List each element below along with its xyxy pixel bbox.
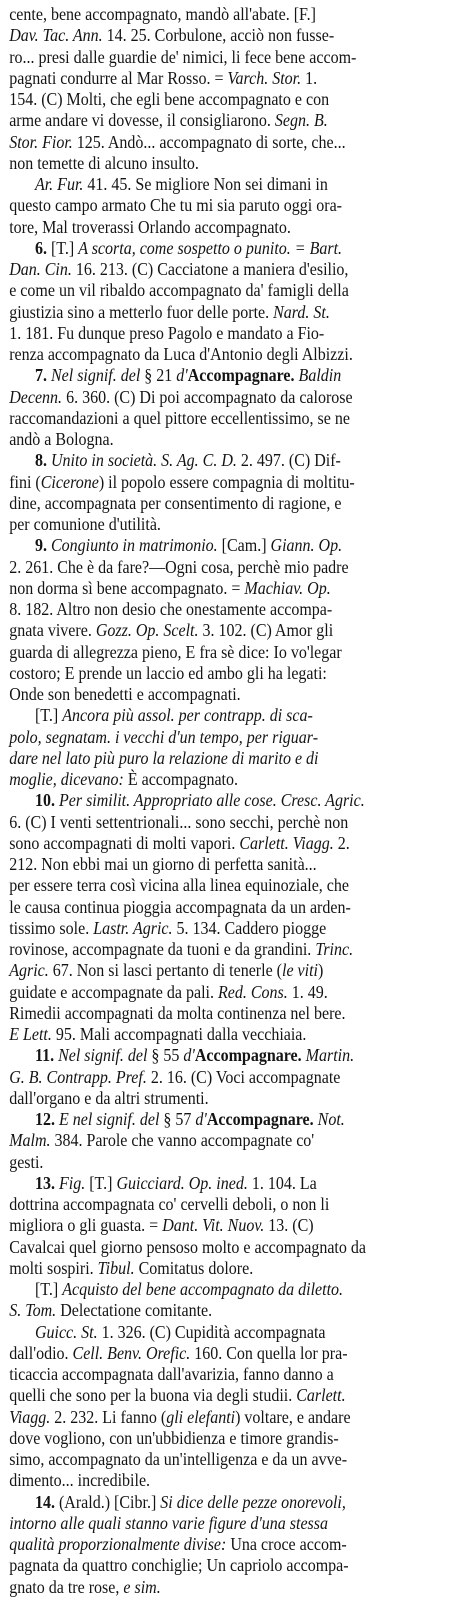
text-line: [9, 663, 463, 684]
italic-text: Unito in società. S. Ag. C. D.: [50, 450, 237, 471]
text-line: [9, 387, 463, 408]
text-segment: 212. Non ebbi mai un giorno di perfetta sanità...: [9, 854, 317, 874]
text-line: [9, 1407, 463, 1428]
text-line: [9, 1322, 463, 1343]
italic-text: Guicciard. Op. ined.: [116, 1172, 248, 1193]
italic-text: Decenn.: [9, 386, 63, 407]
text-line: [9, 89, 463, 110]
text-line: [9, 790, 463, 811]
text-line: [9, 259, 463, 280]
entry-number: 7.: [34, 365, 47, 386]
text-segment: gesti.: [9, 1151, 44, 1172]
text-segment: 5. 134. Caddero piogge: [172, 917, 327, 938]
text-line: [9, 110, 463, 131]
text-segment: tissimo sole.: [9, 917, 94, 938]
text-line: [9, 960, 463, 981]
text-line: [9, 1428, 463, 1449]
text-line: [9, 620, 463, 641]
text-line: [9, 4, 463, 25]
text-line: [9, 748, 463, 769]
text-line: [9, 1109, 463, 1130]
text-line: [9, 854, 463, 875]
text-segment: 125. Andò... accompagnato di sorte, che...: [72, 131, 346, 152]
italic-text: Not.: [317, 1109, 345, 1129]
text-line: [9, 1045, 463, 1066]
text-segment: Comitatus dolore.: [134, 1257, 254, 1278]
italic-text: Giann. Op.: [270, 535, 343, 556]
italic-text: Nel signif. del: [58, 1045, 148, 1066]
text-line: [9, 557, 463, 578]
text-segment: È accompagnato.: [123, 769, 239, 789]
text-line: [9, 1215, 463, 1236]
entry-number: 6.: [34, 237, 47, 258]
text-line: [9, 1258, 463, 1279]
text-line: [9, 1088, 463, 1109]
italic-text: Congiunto in matrimonio.: [50, 535, 218, 556]
italic-text: Fig.: [58, 1172, 86, 1193]
text-segment: Onde son benedetti e accompagnati.: [9, 684, 241, 704]
italic-text: Acquisto del bene accompagnato da diletto.: [62, 1279, 344, 1299]
text-segment: 67. Non si lasci pertanto di tenerle (: [48, 960, 283, 981]
text-segment: [Cam.]: [217, 535, 271, 556]
text-segment: Una croce accom-: [226, 1534, 347, 1554]
text-segment: tore, Mal troverassi Orlando accompagnato.: [9, 216, 291, 237]
italic-text: Carlett. Viagg.: [239, 832, 334, 853]
text-segment: pagnata da quattro conchiglie; Un capriolo accompa-: [9, 1555, 349, 1576]
italic-text: Baldin: [298, 365, 342, 386]
text-segment: dove vogliono, con un'ubbidienza e timore grandis-: [9, 1427, 339, 1448]
italic-text: gli elefanti: [166, 1406, 236, 1427]
italic-text: Varch. Stor.: [227, 67, 302, 88]
italic-text: Dav. Tac. Ann.: [9, 25, 103, 46]
text-segment: sono accompagnati di molti vapori.: [9, 832, 240, 853]
text-line: [9, 174, 463, 195]
text-line: [9, 1024, 463, 1045]
entry-number: Accompagnare.: [187, 365, 295, 386]
text-segment: per comunione d'utilità.: [9, 514, 161, 534]
text-line: [9, 599, 463, 620]
text-segment: ) il popolo essere compagnia di moltitu-: [98, 471, 355, 492]
text-segment: gnata vivere.: [9, 620, 96, 641]
italic-text: Ar. Fur.: [34, 174, 84, 194]
text-line: [9, 47, 463, 68]
text-segment: § 21: [140, 365, 177, 386]
italic-text: Lastr. Agric.: [93, 917, 173, 938]
text-line: [9, 408, 463, 429]
text-segment: 1.: [301, 67, 318, 88]
text-segment: [T.]: [34, 705, 63, 726]
text-line: [9, 1067, 463, 1088]
text-segment: andò a Bologna.: [9, 429, 114, 449]
text-segment: arme andare vi dovesse, il consigliarono.: [9, 110, 275, 131]
text-segment: Cavalcai quel giorno pensoso molto e accompagnato da: [9, 1236, 366, 1257]
text-line: [9, 1449, 463, 1470]
text-line: [9, 514, 463, 535]
text-segment: ): [318, 960, 324, 981]
text-line: [9, 153, 463, 174]
text-segment: 3. 102. (C) Amor gli: [198, 620, 334, 641]
text-line: [9, 472, 463, 493]
text-line: [9, 344, 463, 365]
text-line: [9, 1492, 463, 1513]
text-line: [9, 1173, 463, 1194]
text-segment: 13. (C): [264, 1215, 314, 1236]
text-segment: giustizia sino a metterlo fuor delle porte.: [9, 301, 274, 322]
text-segment: 2. 16. (C) Voci accompagnate: [146, 1066, 341, 1087]
text-segment: [T.]: [46, 237, 79, 258]
text-line: [9, 1130, 463, 1151]
text-line: [9, 897, 463, 918]
italic-text: Machiav. Op.: [244, 577, 331, 598]
text-line: [9, 1152, 463, 1173]
text-line: [9, 280, 463, 301]
text-line: [9, 68, 463, 89]
italic-text: d': [183, 1045, 195, 1066]
italic-text: Nard. St.: [273, 301, 330, 322]
text-segment: 2. 261. Che è da fare?—Ogni cosa, perchè mio padre: [9, 556, 349, 577]
text-line: [9, 705, 463, 726]
text-segment: costoro; E prende un laccio ed ambo gli ha legati:: [9, 662, 327, 683]
entry-number: Accompagnare.: [194, 1045, 302, 1066]
text-segment: dall'odio.: [9, 1342, 73, 1363]
text-line: [9, 1003, 463, 1024]
italic-text: Segn. B.: [274, 110, 328, 131]
text-segment: [T.]: [85, 1172, 117, 1193]
text-segment: guarda di allegrezza pieno, E fra sè dice: Io vo'legar: [9, 641, 342, 662]
text-line: [9, 727, 463, 748]
italic-text: Cicerone: [40, 471, 99, 492]
text-line: [9, 939, 463, 960]
text-line: [9, 493, 463, 514]
text-segment: dottrina accompagnata co' cervelli deboli, o non li: [9, 1194, 330, 1214]
text-segment: fini (: [9, 471, 41, 492]
entry-number: 9.: [34, 535, 47, 556]
text-line: [9, 195, 463, 216]
text-line: [9, 1237, 463, 1258]
italic-text: Viagg.: [9, 1406, 51, 1427]
italic-text: dare nel lato più puro la relazione di marito e di: [9, 747, 319, 768]
text-line: [9, 1470, 463, 1491]
text-line: [9, 1194, 463, 1215]
italic-text: E Lett.: [9, 1024, 52, 1044]
text-segment: dine, accompagnata per consentimento di ragione, e: [9, 492, 342, 513]
text-line: [9, 1364, 463, 1385]
text-segment: pagnati condurre al Mar Rosso. =: [9, 67, 228, 88]
text-line: [9, 1300, 463, 1321]
text-line: [9, 1555, 463, 1576]
text-line: [9, 812, 463, 833]
text-segment: 1. 104. La: [247, 1172, 317, 1193]
text-segment: 2. 497. (C) Dif-: [236, 450, 341, 471]
text-segment: 160. Con quella lor pra-: [190, 1342, 348, 1363]
text-segment: simo, accompagnato da un'intelligenza e da un avve-: [9, 1449, 348, 1469]
text-line: [9, 25, 463, 46]
italic-text: Carlett.: [296, 1385, 346, 1406]
text-segment: ticaccia accompagnata dall'avarizia, fanno danno a: [9, 1364, 334, 1384]
text-line: [9, 238, 463, 259]
entry-number: 11.: [34, 1045, 55, 1066]
italic-text: Tibul.: [97, 1257, 135, 1278]
text-line: [9, 1513, 463, 1534]
text-segment: le causa continua pioggia accompagnata da un arden-: [9, 896, 351, 917]
text-segment: questo campo armato Che tu mi sia paruto oggi ora-: [9, 195, 342, 216]
text-line: [9, 217, 463, 238]
italic-text: le viti: [282, 960, 319, 981]
text-segment: Rimedii accompagnati da molta continenza nel bere.: [9, 1002, 346, 1023]
italic-text: d': [176, 365, 188, 386]
text-line: [9, 833, 463, 854]
text-line: [9, 1534, 463, 1555]
text-segment: per essere terra così vicina alla linea equinoziale, che: [9, 875, 350, 896]
text-line: [9, 450, 463, 471]
text-segment: dall'organo e da altri strumenti.: [9, 1087, 209, 1108]
text-line: [9, 642, 463, 663]
text-line: [9, 365, 463, 386]
italic-text: moglie, dicevano:: [9, 769, 124, 789]
text-segment: dimento... incredibile.: [9, 1470, 151, 1491]
entry-number: 10.: [34, 790, 55, 811]
text-line: [9, 1385, 463, 1406]
text-segment: 95. Mali accompagnati dalla vecchiaia.: [51, 1024, 307, 1044]
italic-text: Ancora più assol. per contrapp. di sca-: [62, 705, 313, 726]
text-segment: migliora o gli guasta. =: [9, 1215, 163, 1236]
text-segment: quelli che sono per la buona via degli studii.: [9, 1385, 297, 1406]
italic-text: Per similit. Appropriato alle cose. Cresc. Agric.: [58, 790, 365, 811]
text-segment: gnato da tre rose,: [9, 1576, 124, 1597]
text-segment: non dorma sì bene accompagnato. =: [9, 577, 245, 598]
text-segment: 6. (C) I venti settentrionali... sono secchi, perchè non: [9, 811, 349, 832]
text-segment: 16. 213. (C) Cacciatone a maniera d'esilio,: [71, 259, 349, 279]
italic-text: Martin.: [305, 1045, 355, 1066]
text-segment: 154. (C) Molti, che egli bene accompagnato e con: [9, 89, 330, 109]
text-line: [9, 323, 463, 344]
text-segment: renza accompagnato da Luca d'Antonio degli Albizzi.: [9, 344, 353, 364]
italic-text: Malm.: [9, 1130, 51, 1151]
text-line: [9, 429, 463, 450]
text-line: [9, 769, 463, 790]
text-segment: raccomandazioni a quel pittore eccellentissimo, se ne: [9, 407, 350, 428]
text-line: [9, 535, 463, 556]
text-segment: [T.]: [34, 1279, 63, 1299]
italic-text: Agric.: [9, 960, 49, 981]
italic-text: A scorta, come sospetto o punito. = Bart.: [78, 237, 343, 258]
text-segment: 1. 326. (C) Cupidità accompagnata: [97, 1321, 326, 1342]
text-segment: Delectatione comitante.: [56, 1300, 213, 1321]
text-segment: non temette di alcuno insulto.: [9, 152, 199, 173]
italic-text: Si dice delle pezze onorevoli,: [160, 1491, 346, 1512]
text-line: [9, 578, 463, 599]
text-segment: 41. 45. Se migliore Non sei dimani in: [83, 174, 328, 194]
text-segment: 8. 182. Altro non desio che onestamente accompa-: [9, 599, 333, 619]
text-segment: guidate e accompagnate da pali.: [9, 981, 218, 1002]
text-line: [9, 1577, 463, 1598]
text-line: [9, 982, 463, 1003]
text-line: [9, 1343, 463, 1364]
italic-text: e sim.: [123, 1576, 161, 1597]
entry-number: 14.: [34, 1491, 55, 1512]
text-segment: § 55: [147, 1045, 184, 1066]
text-segment: 2. 232. Li fanno (: [50, 1406, 167, 1427]
italic-text: E nel signif. del: [58, 1109, 160, 1129]
italic-text: intorno alle quali stanno varie figure d'una stessa: [9, 1512, 329, 1533]
text-segment: cente, bene accompagnato, mandò all'abate. [F.]: [9, 4, 316, 24]
italic-text: d': [195, 1109, 207, 1129]
text-segment: 14. 25. Corbulone, acciò non fusse-: [102, 25, 335, 46]
italic-text: Trinc.: [315, 939, 354, 959]
entry-number: 8.: [34, 450, 47, 471]
text-line: [9, 918, 463, 939]
entry-number: 13.: [34, 1172, 55, 1193]
text-segment: 6. 360. (C) Di poi accompagnato da calorose: [62, 386, 353, 407]
italic-text: Guicc. St.: [34, 1321, 98, 1342]
text-segment: rovinose, accompagnate da tuoni e da grandini.: [9, 939, 316, 959]
text-segment: (Arald.) [Cibr.]: [54, 1491, 161, 1512]
text-segment: § 57: [159, 1109, 196, 1129]
text-line: [9, 875, 463, 896]
italic-text: S. Tom.: [9, 1300, 57, 1321]
italic-text: Stor. Fior.: [9, 131, 73, 152]
text-line: [9, 684, 463, 705]
text-segment: molti sospiri.: [9, 1257, 98, 1278]
italic-text: Cell. Benv. Orefic.: [72, 1342, 191, 1363]
text-segment: 2.: [333, 832, 350, 853]
text-segment: ) voltare, e andare: [235, 1406, 351, 1427]
italic-text: qualità proporzionalmente divise:: [9, 1534, 227, 1554]
text-segment: 1. 181. Fu dunque preso Pagolo e mandato a Fio-: [9, 322, 325, 343]
italic-text: Gozz. Op. Scelt.: [95, 620, 199, 641]
entry-number: 12.: [34, 1109, 55, 1129]
text-segment: 384. Parole che vanno accompagnate co': [50, 1130, 315, 1151]
italic-text: Dant. Vit. Nuov.: [162, 1215, 265, 1236]
text-segment: ro... presi dalle guardie de' nimici, li fece bene accom-: [9, 46, 357, 67]
italic-text: G. B. Contrapp. Pref.: [9, 1066, 147, 1087]
italic-text: Red. Cons.: [217, 981, 288, 1002]
italic-text: Nel signif. del: [50, 365, 141, 386]
text-segment: 1. 49.: [287, 981, 328, 1002]
text-line: [9, 1279, 463, 1300]
text-segment: e come un vil ribaldo accompagnato da' famigli della: [9, 280, 349, 301]
entry-number: Accompagnare.: [206, 1109, 314, 1129]
text-line: [9, 132, 463, 153]
text-line: [9, 302, 463, 323]
italic-text: Dan. Cin.: [9, 259, 72, 279]
italic-text: polo, segnatam. i vecchi d'un tempo, per riguar-: [9, 726, 319, 747]
